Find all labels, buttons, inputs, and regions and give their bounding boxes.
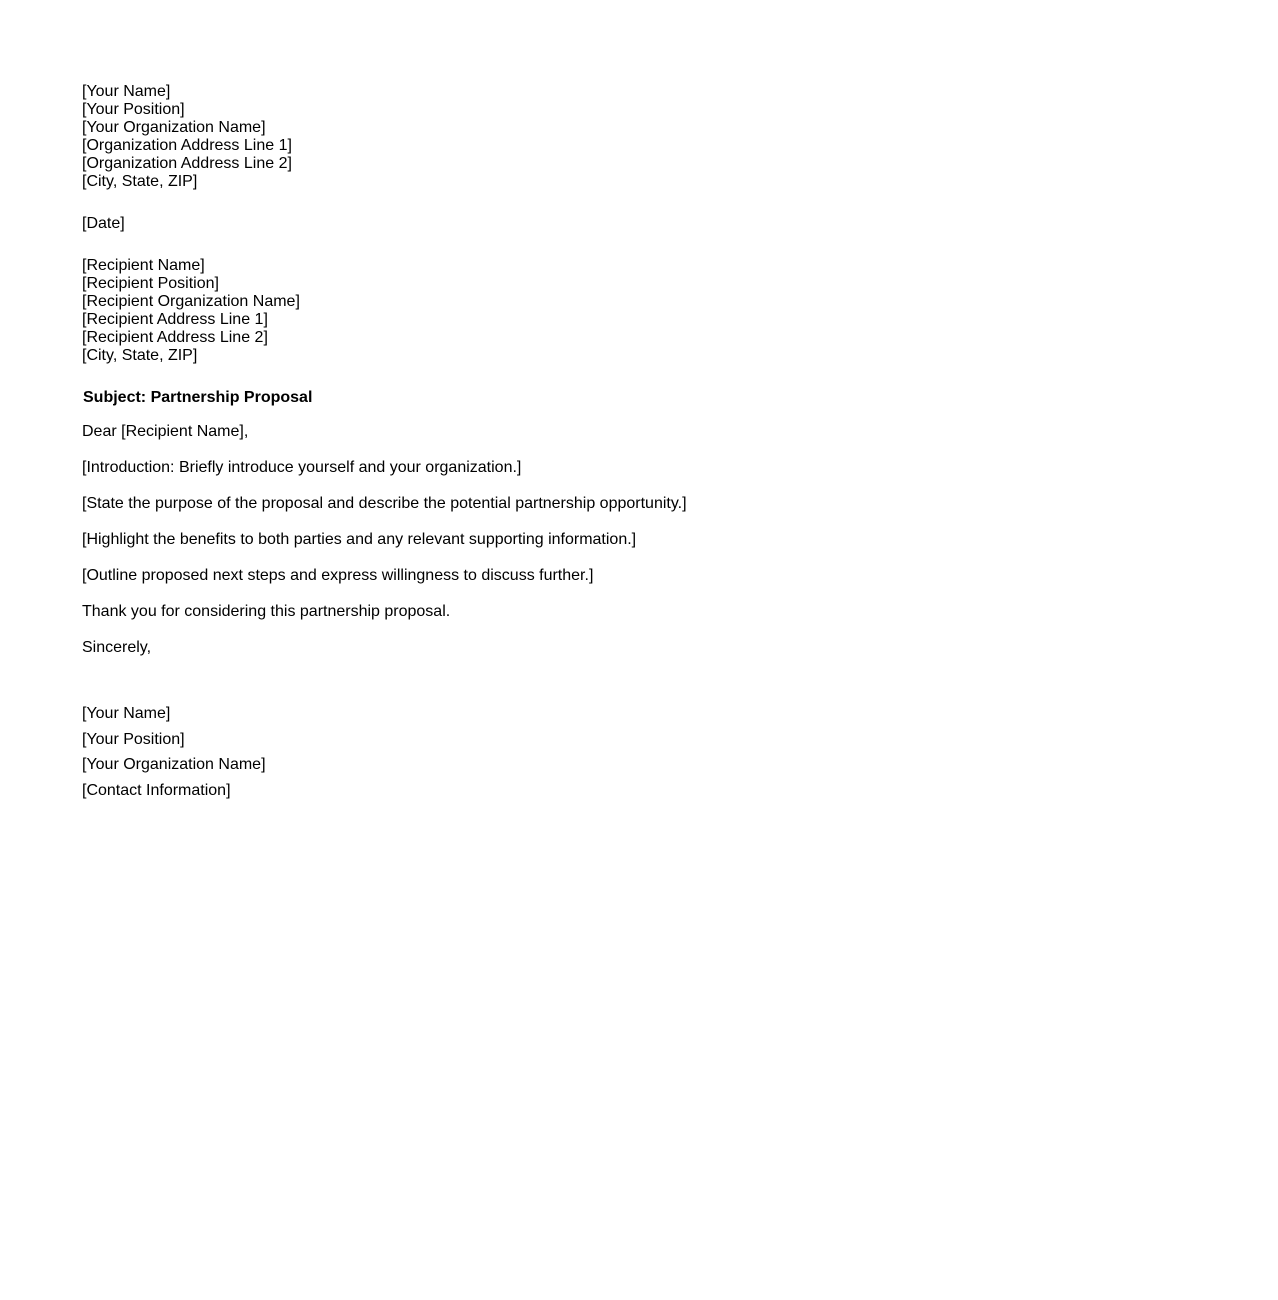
paragraph-introduction: [Introduction: Briefly introduce yourself and your organization.] [82,459,522,476]
subject-line: Subject: Partnership Proposal [83,389,313,406]
sender-organization: [Your Organization Name] [82,119,266,136]
signature-block [82,701,1182,803]
signature-organization: [Your Organization Name] [82,756,266,773]
paragraph-thanks: Thank you for considering this partnership proposal. [82,603,451,620]
recipient-block [82,257,1182,365]
paragraph-next-steps: [Outline proposed next steps and express willingness to discuss further.] [82,567,594,584]
paragraph-purpose: [State the purpose of the proposal and describe the potential partnership opportunity.] [82,495,687,512]
recipient-address-line-1: [Recipient Address Line 1] [82,311,268,328]
signature-position: [Your Position] [82,730,185,748]
sender-block [82,83,1182,191]
recipient-organization: [Recipient Organization Name] [82,293,300,310]
paragraph-benefits: [Highlight the benefits to both parties and any relevant supporting information.] [82,531,637,548]
letter [82,83,1182,803]
sender-address-line-2: [Organization Address Line 2] [82,155,292,172]
recipient-city-state-zip: [City, State, ZIP] [82,347,198,364]
recipient-address-line-2: [Recipient Address Line 2] [82,329,268,346]
sender-name: [Your Name] [82,83,171,100]
letter-date: [Date] [82,215,125,232]
recipient-position: [Recipient Position] [82,275,219,292]
sender-position: [Your Position] [82,101,185,118]
signature-contact: [Contact Information] [82,781,231,799]
sender-city-state-zip: [City, State, ZIP] [82,173,198,190]
sender-address-line-1: [Organization Address Line 1] [82,137,292,154]
signature-name: [Your Name] [82,705,171,722]
closing: Sincerely, [82,639,152,656]
recipient-name: [Recipient Name] [82,257,205,274]
salutation: Dear [Recipient Name], [82,423,249,440]
